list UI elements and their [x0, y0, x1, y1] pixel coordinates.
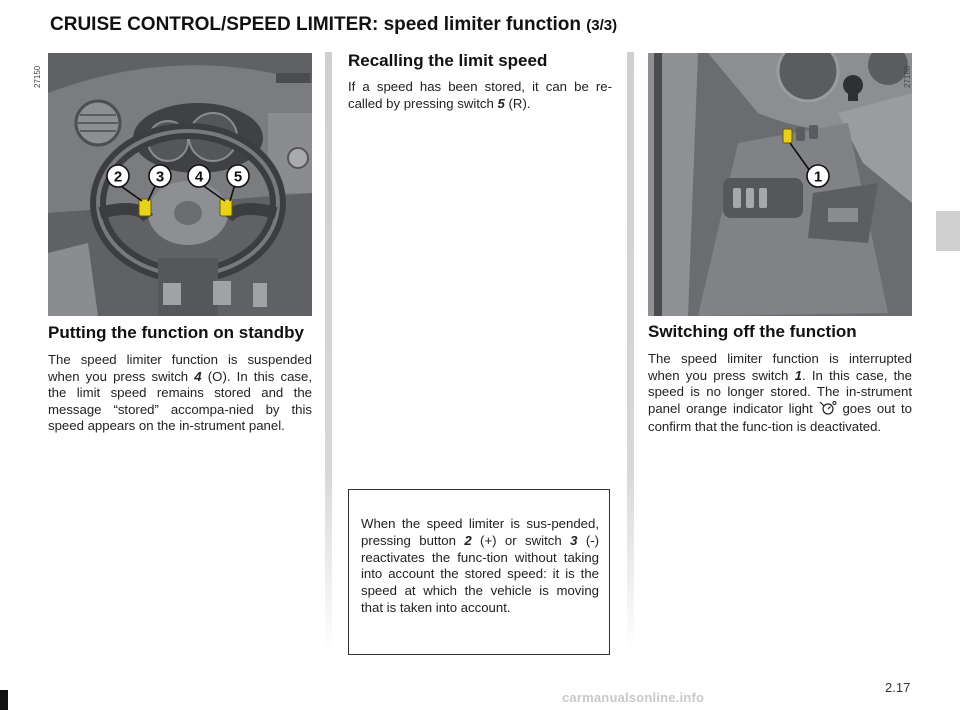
standby-text-2: (O). In this case, the limit speed remains stored and the message “stored” accompa-nied by this speed appears on the in-strument panel.	[48, 368, 312, 434]
callout-5-label: 5	[233, 168, 243, 186]
steering-wheel-figure	[48, 53, 312, 316]
standby-text-1: The speed limiter function is suspended when you press switch	[48, 352, 312, 384]
standby-body	[48, 352, 312, 435]
figure-ref-right: 27188	[903, 65, 912, 88]
section-switch-off	[648, 322, 912, 436]
callout-3-label: 3	[155, 168, 165, 186]
note-text-2: (+) or switch	[471, 532, 571, 548]
switch-off-text-1: The speed limiter function is interrupted when you press switch	[648, 351, 912, 383]
recall-heading: Recalling the limit speed	[348, 51, 548, 70]
switch-off-text-3: goes out to confirm that the func-tion is deactivated.	[648, 400, 912, 435]
callout-4-label: 4	[194, 168, 204, 186]
standby-heading: Putting the function on standby	[48, 323, 304, 342]
callout-1	[807, 165, 829, 187]
callout-1-label: 1	[813, 168, 823, 186]
note-ref-b: 3	[570, 532, 578, 548]
note-text-1: When the speed limiter is sus-pended, pressing button	[361, 516, 599, 548]
recall-text-1: If a speed has been stored, it can be re-called by pressing switch	[348, 79, 612, 111]
column-separator-left	[325, 52, 332, 652]
figure-ref-left: 27150	[33, 65, 42, 88]
switch-off-body	[648, 351, 912, 436]
switch-off-ref: 1	[794, 367, 802, 383]
callout-5	[227, 165, 249, 187]
page-title	[50, 14, 617, 36]
recall-body	[348, 79, 612, 112]
title-main: CRUISE CONTROL/SPEED LIMITER: speed limiter function	[50, 14, 581, 35]
note-text-3: (-) reactivates the func-tion without taking into account the stored speed: it is the speed at which the vehicle is moving that is taken into account.	[361, 532, 600, 615]
recall-ref: 5	[497, 95, 505, 111]
switch-off-text-2: . In this case, the speed is no longer stored. The in-strument panel orange indicator light	[648, 367, 912, 416]
callout-2-label: 2	[113, 168, 123, 186]
callout-2	[107, 165, 129, 187]
speed-limiter-indicator-icon	[819, 401, 837, 420]
page-number: 2.17	[885, 680, 911, 695]
recall-text-2: (R).	[504, 95, 531, 111]
switch-off-heading: Switching off the function	[648, 322, 857, 341]
dashboard-switch-figure	[648, 53, 912, 316]
section-standby	[48, 323, 312, 435]
callout-4	[188, 165, 210, 187]
title-part: (3/3)	[586, 17, 618, 34]
chapter-tab	[936, 211, 960, 251]
section-recall	[348, 51, 612, 112]
watermark: carmanualsonline.info	[562, 690, 705, 705]
note-text	[361, 516, 599, 617]
note-box	[348, 489, 610, 655]
footer-mark	[0, 690, 8, 710]
note-ref-a: 2	[464, 532, 472, 548]
callout-3	[149, 165, 171, 187]
column-separator-right	[627, 52, 634, 652]
standby-ref: 4	[194, 368, 202, 384]
